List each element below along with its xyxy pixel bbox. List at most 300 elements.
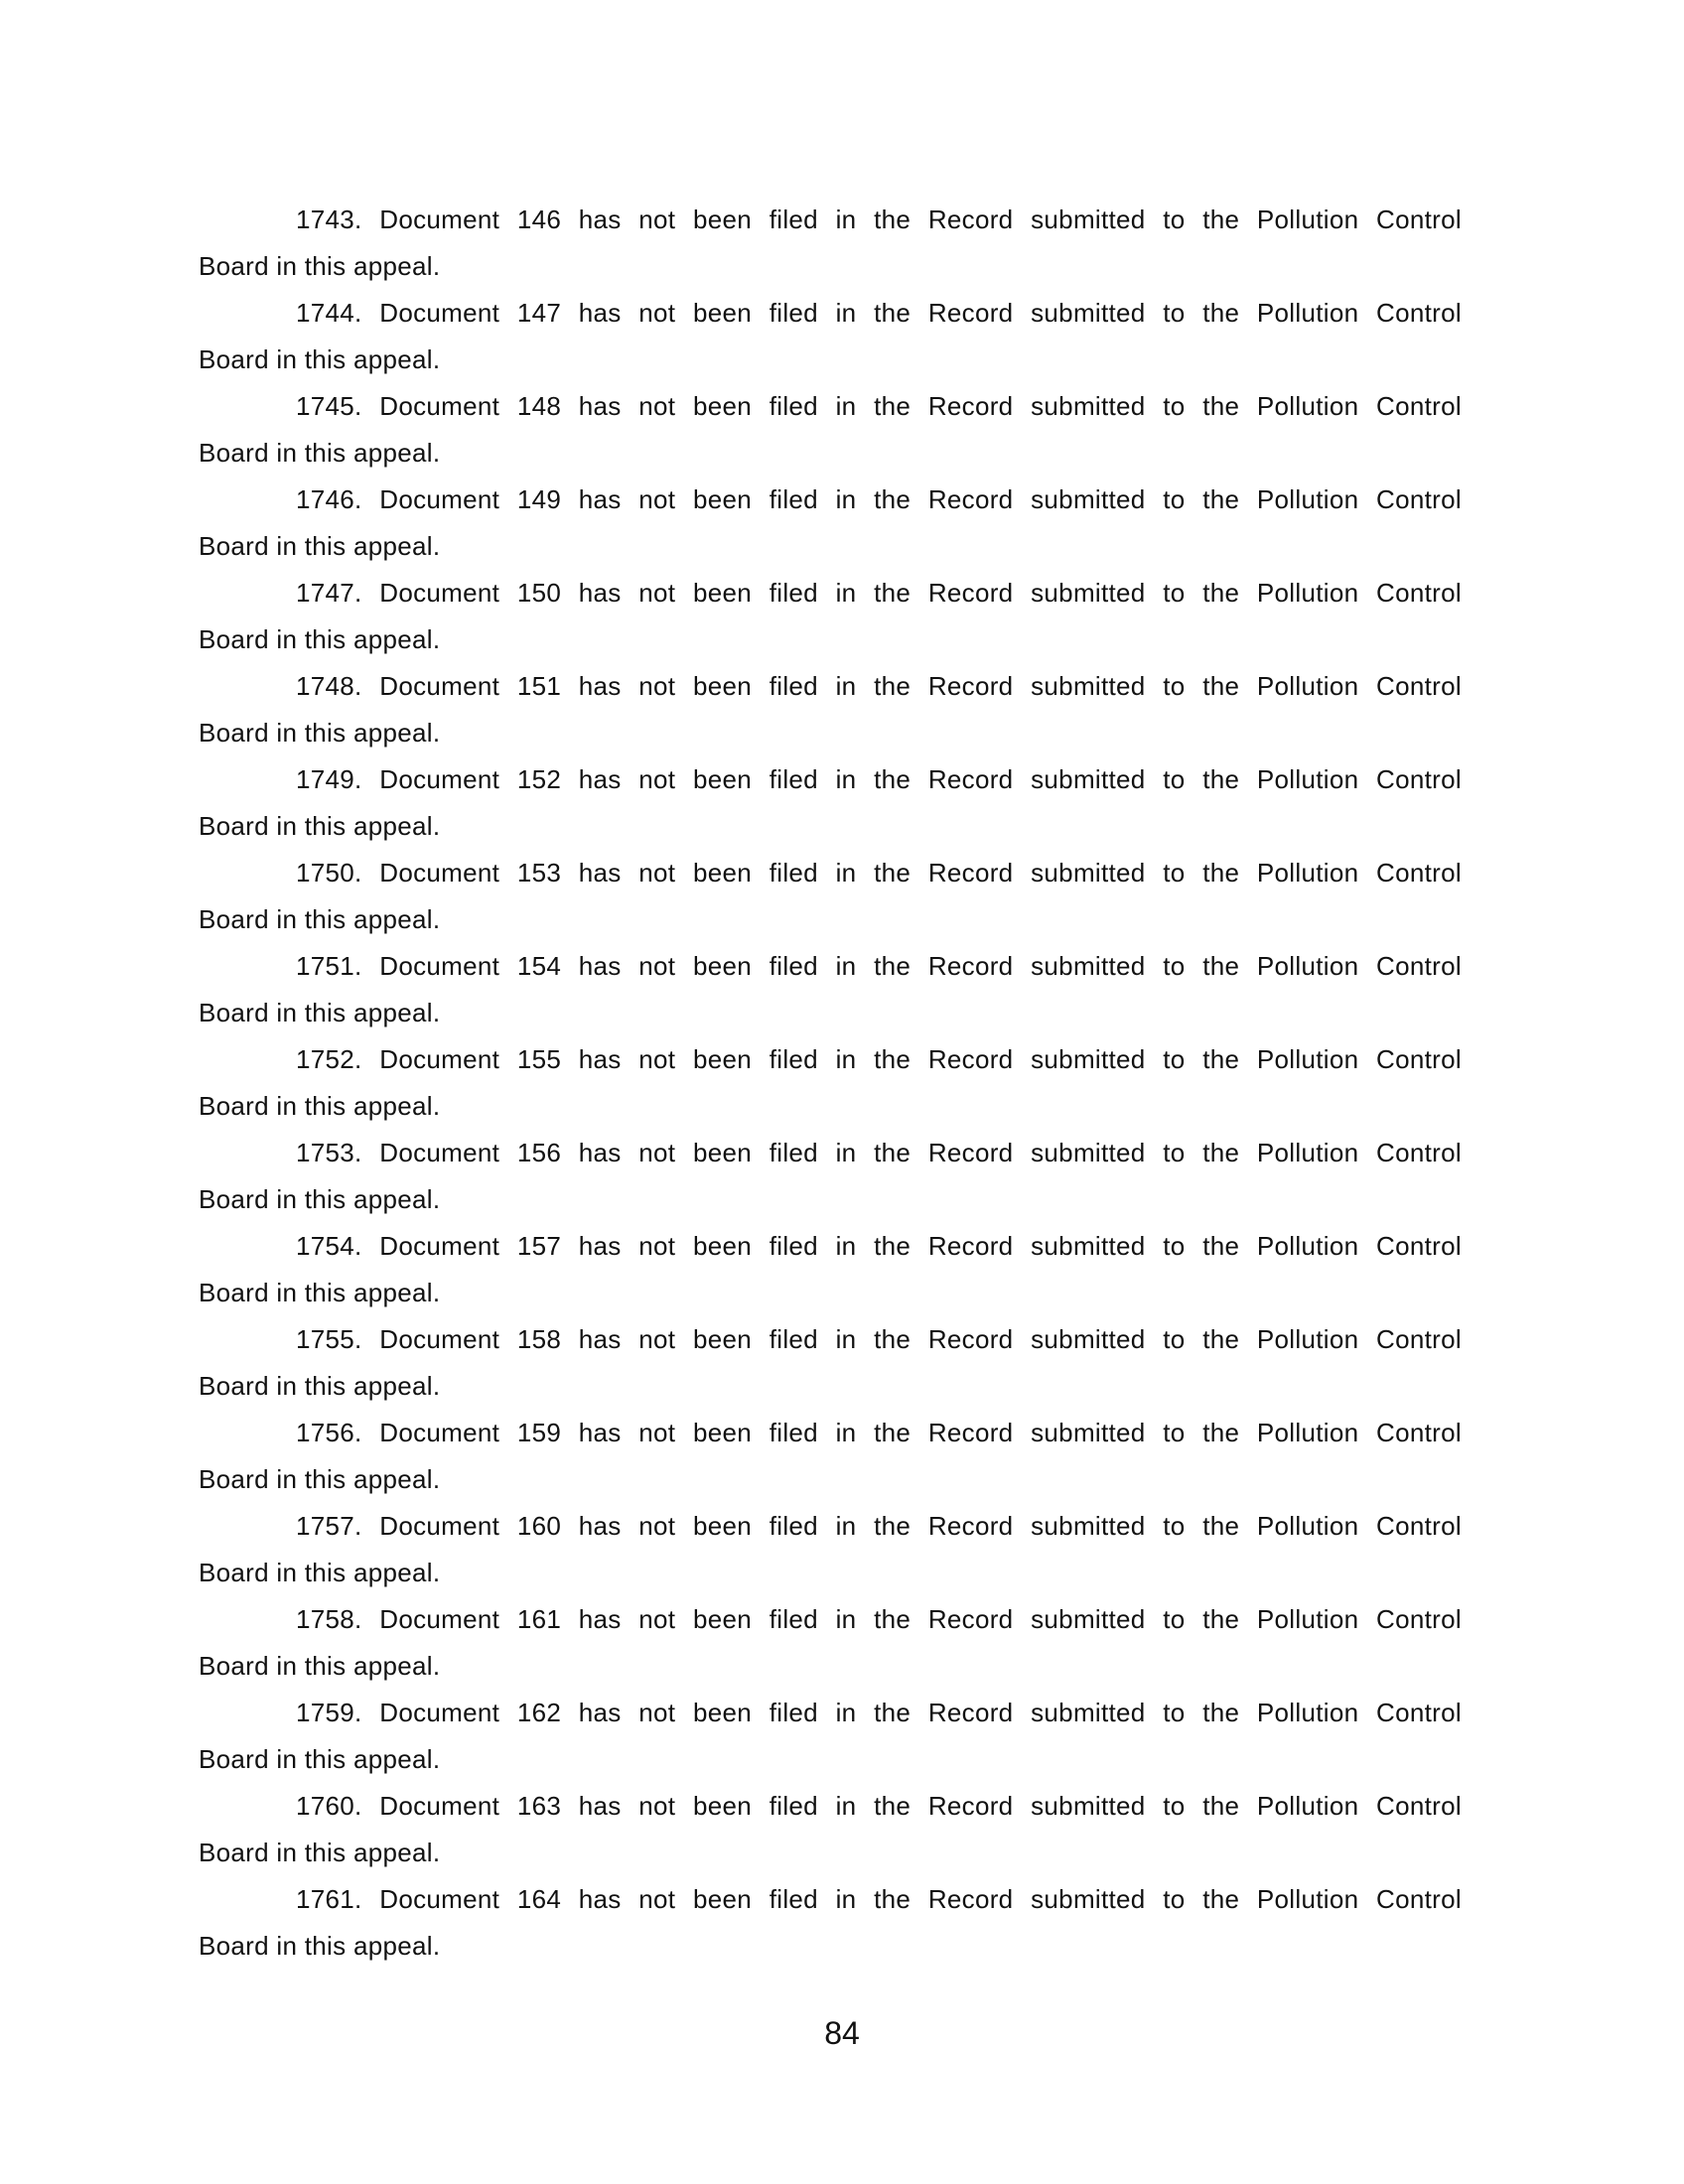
sentence-word: in xyxy=(835,1511,857,1541)
document-number: 164 xyxy=(516,1884,562,1914)
paragraph-first-line xyxy=(199,383,1462,430)
sentence-word: to xyxy=(1163,1604,1186,1634)
sentence-word: in xyxy=(835,951,857,981)
sentence-word: Pollution xyxy=(1256,1324,1359,1354)
numbered-paragraph xyxy=(199,197,1462,290)
sentence-word: been xyxy=(693,1044,753,1074)
sentence-word: to xyxy=(1163,1418,1186,1447)
word-document: Document xyxy=(379,1884,500,1914)
sentence-word: to xyxy=(1163,1698,1186,1727)
sentence-word: not xyxy=(638,1044,676,1074)
sentence-word: submitted xyxy=(1031,1324,1146,1354)
sentence-word: submitted xyxy=(1031,391,1146,421)
sentence-word: the xyxy=(1202,1138,1240,1167)
sentence-word: in xyxy=(835,764,857,794)
sentence-word: Control xyxy=(1376,578,1462,608)
paragraph-number: 1750. xyxy=(296,858,362,887)
sentence-word: Control xyxy=(1376,1418,1462,1447)
sentence-word: filed xyxy=(769,1604,818,1634)
sentence-word: Record xyxy=(927,1138,1014,1167)
document-number: 159 xyxy=(516,1418,562,1447)
sentence-word: submitted xyxy=(1031,484,1146,514)
sentence-word: in xyxy=(835,1418,857,1447)
sentence-word: been xyxy=(693,764,753,794)
sentence-word: Control xyxy=(1376,858,1462,887)
numbered-paragraph xyxy=(199,1036,1462,1130)
sentence-word: in xyxy=(835,1698,857,1727)
sentence-word: been xyxy=(693,484,753,514)
sentence-word: has xyxy=(578,671,622,701)
sentence-word: submitted xyxy=(1031,578,1146,608)
sentence-word: Pollution xyxy=(1256,298,1359,328)
paragraph-first-line xyxy=(199,1036,1462,1083)
numbered-paragraph xyxy=(199,570,1462,663)
sentence-word: submitted xyxy=(1031,951,1146,981)
sentence-word: filed xyxy=(769,1418,818,1447)
sentence-word: to xyxy=(1163,298,1186,328)
sentence-word: Pollution xyxy=(1256,1791,1359,1821)
sentence-word: in xyxy=(835,205,857,234)
paragraph-number: 1757. xyxy=(296,1511,362,1541)
sentence-word: not xyxy=(638,951,676,981)
sentence-word: the xyxy=(1202,1231,1240,1261)
paragraph-number: 1746. xyxy=(296,484,362,514)
paragraph-number: 1755. xyxy=(296,1324,362,1354)
word-document: Document xyxy=(379,1511,500,1541)
sentence-word: the xyxy=(874,1698,912,1727)
paragraph-first-line xyxy=(199,1223,1462,1270)
sentence-word: the xyxy=(1202,205,1240,234)
sentence-word: submitted xyxy=(1031,1418,1146,1447)
sentence-word: the xyxy=(874,1138,912,1167)
document-number: 151 xyxy=(516,671,562,701)
sentence-word: submitted xyxy=(1031,1604,1146,1634)
sentence-word: in xyxy=(835,1791,857,1821)
sentence-word: the xyxy=(1202,1324,1240,1354)
sentence-word: the xyxy=(1202,1418,1240,1447)
sentence-word: not xyxy=(638,1138,676,1167)
paragraph-continuation-line: Board in this appeal. xyxy=(199,531,441,561)
sentence-word: not xyxy=(638,858,676,887)
sentence-word: Pollution xyxy=(1256,1698,1359,1727)
paragraph-continuation-line: Board in this appeal. xyxy=(199,998,441,1027)
sentence-word: has xyxy=(578,1138,622,1167)
sentence-word: the xyxy=(874,484,912,514)
sentence-word: Pollution xyxy=(1256,1044,1359,1074)
sentence-word: been xyxy=(693,1418,753,1447)
sentence-word: to xyxy=(1163,1324,1186,1354)
sentence-word: Pollution xyxy=(1256,391,1359,421)
sentence-word: filed xyxy=(769,1511,818,1541)
sentence-word: Control xyxy=(1376,1884,1462,1914)
sentence-word: the xyxy=(1202,484,1240,514)
paragraph-first-line xyxy=(199,1316,1462,1363)
numbered-paragraph xyxy=(199,663,1462,756)
paragraph-continuation-line: Board in this appeal. xyxy=(199,1464,441,1494)
sentence-word: Pollution xyxy=(1256,1604,1359,1634)
sentence-word: Control xyxy=(1376,391,1462,421)
sentence-word: not xyxy=(638,391,676,421)
paragraph-continuation-line: Board in this appeal. xyxy=(199,1558,441,1587)
sentence-word: has xyxy=(578,1231,622,1261)
sentence-word: not xyxy=(638,1324,676,1354)
sentence-word: has xyxy=(578,764,622,794)
sentence-word: Pollution xyxy=(1256,1231,1359,1261)
sentence-word: not xyxy=(638,1604,676,1634)
paragraph-first-line xyxy=(199,850,1462,896)
numbered-paragraph xyxy=(199,756,1462,850)
paragraph-list xyxy=(199,197,1462,1970)
word-document: Document xyxy=(379,484,500,514)
document-number: 149 xyxy=(516,484,562,514)
sentence-word: Pollution xyxy=(1256,951,1359,981)
sentence-word: the xyxy=(1202,764,1240,794)
numbered-paragraph xyxy=(199,1876,1462,1970)
paragraph-number: 1754. xyxy=(296,1231,362,1261)
sentence-word: the xyxy=(874,1044,912,1074)
sentence-word: has xyxy=(578,1604,622,1634)
sentence-word: not xyxy=(638,764,676,794)
word-document: Document xyxy=(379,764,500,794)
sentence-word: the xyxy=(1202,1511,1240,1541)
document-number: 147 xyxy=(516,298,562,328)
sentence-word: in xyxy=(835,1884,857,1914)
paragraph-continuation-line: Board in this appeal. xyxy=(199,624,441,654)
paragraph-continuation-line: Board in this appeal. xyxy=(199,1278,441,1307)
paragraph-first-line xyxy=(199,756,1462,803)
numbered-paragraph xyxy=(199,943,1462,1036)
paragraph-first-line xyxy=(199,570,1462,616)
sentence-word: the xyxy=(1202,1698,1240,1727)
sentence-word: has xyxy=(578,858,622,887)
sentence-word: the xyxy=(874,858,912,887)
sentence-word: the xyxy=(1202,1791,1240,1821)
sentence-word: submitted xyxy=(1031,1138,1146,1167)
word-document: Document xyxy=(379,1231,500,1261)
sentence-word: submitted xyxy=(1031,671,1146,701)
document-number: 152 xyxy=(516,764,562,794)
sentence-word: has xyxy=(578,1511,622,1541)
numbered-paragraph xyxy=(199,1223,1462,1316)
sentence-word: the xyxy=(1202,951,1240,981)
paragraph-number: 1752. xyxy=(296,1044,362,1074)
sentence-word: to xyxy=(1163,484,1186,514)
paragraph-first-line xyxy=(199,477,1462,523)
sentence-word: the xyxy=(874,764,912,794)
document-number: 156 xyxy=(516,1138,562,1167)
sentence-word: been xyxy=(693,1884,753,1914)
numbered-paragraph xyxy=(199,1316,1462,1410)
sentence-word: not xyxy=(638,1511,676,1541)
sentence-word: has xyxy=(578,951,622,981)
sentence-word: Control xyxy=(1376,1138,1462,1167)
sentence-word: submitted xyxy=(1031,1698,1146,1727)
sentence-word: filed xyxy=(769,1698,818,1727)
word-document: Document xyxy=(379,578,500,608)
sentence-word: Pollution xyxy=(1256,858,1359,887)
sentence-word: submitted xyxy=(1031,858,1146,887)
sentence-word: Record xyxy=(927,484,1014,514)
sentence-word: the xyxy=(874,671,912,701)
sentence-word: Record xyxy=(927,1324,1014,1354)
sentence-word: the xyxy=(1202,1044,1240,1074)
sentence-word: the xyxy=(874,1418,912,1447)
sentence-word: Control xyxy=(1376,1604,1462,1634)
sentence-word: filed xyxy=(769,764,818,794)
sentence-word: Pollution xyxy=(1256,671,1359,701)
sentence-word: has xyxy=(578,1698,622,1727)
sentence-word: Record xyxy=(927,1044,1014,1074)
sentence-word: not xyxy=(638,1418,676,1447)
sentence-word: to xyxy=(1163,1884,1186,1914)
sentence-word: Pollution xyxy=(1256,764,1359,794)
sentence-word: Control xyxy=(1376,1044,1462,1074)
sentence-word: the xyxy=(874,391,912,421)
sentence-word: Pollution xyxy=(1256,205,1359,234)
sentence-word: in xyxy=(835,1604,857,1634)
sentence-word: the xyxy=(874,951,912,981)
sentence-word: Pollution xyxy=(1256,1884,1359,1914)
sentence-word: to xyxy=(1163,1791,1186,1821)
sentence-word: has xyxy=(578,1884,622,1914)
sentence-word: filed xyxy=(769,205,818,234)
word-document: Document xyxy=(379,1791,500,1821)
paragraph-continuation-line: Board in this appeal. xyxy=(199,811,441,841)
sentence-word: not xyxy=(638,1231,676,1261)
sentence-word: Record xyxy=(927,1884,1014,1914)
paragraph-continuation-line: Board in this appeal. xyxy=(199,1744,441,1774)
sentence-word: been xyxy=(693,1698,753,1727)
sentence-word: been xyxy=(693,205,753,234)
numbered-paragraph xyxy=(199,290,1462,383)
sentence-word: submitted xyxy=(1031,205,1146,234)
sentence-word: to xyxy=(1163,578,1186,608)
paragraph-number: 1756. xyxy=(296,1418,362,1447)
sentence-word: Record xyxy=(927,1511,1014,1541)
sentence-word: Pollution xyxy=(1256,1138,1359,1167)
paragraph-continuation-line: Board in this appeal. xyxy=(199,1091,441,1121)
sentence-word: Control xyxy=(1376,484,1462,514)
word-document: Document xyxy=(379,205,500,234)
sentence-word: Record xyxy=(927,1698,1014,1727)
sentence-word: in xyxy=(835,858,857,887)
sentence-word: in xyxy=(835,1044,857,1074)
numbered-paragraph xyxy=(199,1503,1462,1596)
sentence-word: submitted xyxy=(1031,1511,1146,1541)
sentence-word: in xyxy=(835,1231,857,1261)
sentence-word: filed xyxy=(769,1231,818,1261)
sentence-word: in xyxy=(835,391,857,421)
sentence-word: submitted xyxy=(1031,1791,1146,1821)
sentence-word: been xyxy=(693,1231,753,1261)
word-document: Document xyxy=(379,951,500,981)
document-number: 163 xyxy=(516,1791,562,1821)
sentence-word: filed xyxy=(769,671,818,701)
numbered-paragraph xyxy=(199,850,1462,943)
sentence-word: been xyxy=(693,1511,753,1541)
sentence-word: not xyxy=(638,671,676,701)
sentence-word: been xyxy=(693,858,753,887)
paragraph-first-line xyxy=(199,663,1462,710)
sentence-word: Record xyxy=(927,764,1014,794)
paragraph-first-line xyxy=(199,197,1462,243)
sentence-word: has xyxy=(578,205,622,234)
sentence-word: filed xyxy=(769,484,818,514)
sentence-word: submitted xyxy=(1031,764,1146,794)
sentence-word: Control xyxy=(1376,205,1462,234)
sentence-word: submitted xyxy=(1031,1231,1146,1261)
sentence-word: Control xyxy=(1376,671,1462,701)
sentence-word: Pollution xyxy=(1256,578,1359,608)
sentence-word: the xyxy=(874,205,912,234)
sentence-word: in xyxy=(835,671,857,701)
paragraph-continuation-line: Board in this appeal. xyxy=(199,904,441,934)
sentence-word: not xyxy=(638,298,676,328)
sentence-word: Control xyxy=(1376,951,1462,981)
sentence-word: filed xyxy=(769,1884,818,1914)
sentence-word: Control xyxy=(1376,1231,1462,1261)
sentence-word: to xyxy=(1163,205,1186,234)
word-document: Document xyxy=(379,1698,500,1727)
paragraph-continuation-line: Board in this appeal. xyxy=(199,1371,441,1401)
numbered-paragraph xyxy=(199,1130,1462,1223)
sentence-word: Control xyxy=(1376,764,1462,794)
sentence-word: been xyxy=(693,1138,753,1167)
word-document: Document xyxy=(379,298,500,328)
sentence-word: not xyxy=(638,578,676,608)
sentence-word: Record xyxy=(927,391,1014,421)
sentence-word: Control xyxy=(1376,1791,1462,1821)
word-document: Document xyxy=(379,1138,500,1167)
sentence-word: the xyxy=(874,1791,912,1821)
document-number: 158 xyxy=(516,1324,562,1354)
sentence-word: filed xyxy=(769,298,818,328)
paragraph-continuation-line: Board in this appeal. xyxy=(199,1931,441,1961)
paragraph-first-line xyxy=(199,943,1462,990)
word-document: Document xyxy=(379,1604,500,1634)
sentence-word: been xyxy=(693,578,753,608)
paragraph-number: 1747. xyxy=(296,578,362,608)
sentence-word: has xyxy=(578,578,622,608)
sentence-word: not xyxy=(638,484,676,514)
sentence-word: the xyxy=(1202,858,1240,887)
paragraph-first-line xyxy=(199,1783,1462,1830)
numbered-paragraph xyxy=(199,1690,1462,1783)
sentence-word: Record xyxy=(927,951,1014,981)
word-document: Document xyxy=(379,1418,500,1447)
sentence-word: to xyxy=(1163,764,1186,794)
sentence-word: the xyxy=(874,1511,912,1541)
sentence-word: submitted xyxy=(1031,1044,1146,1074)
sentence-word: not xyxy=(638,205,676,234)
sentence-word: in xyxy=(835,1138,857,1167)
sentence-word: the xyxy=(1202,298,1240,328)
sentence-word: to xyxy=(1163,951,1186,981)
paragraph-number: 1745. xyxy=(296,391,362,421)
paragraph-first-line xyxy=(199,1410,1462,1456)
document-number: 146 xyxy=(516,205,562,234)
sentence-word: Pollution xyxy=(1256,1418,1359,1447)
sentence-word: has xyxy=(578,1791,622,1821)
paragraph-continuation-line: Board in this appeal. xyxy=(199,251,441,281)
sentence-word: not xyxy=(638,1884,676,1914)
sentence-word: the xyxy=(874,1231,912,1261)
word-document: Document xyxy=(379,858,500,887)
sentence-word: Record xyxy=(927,1791,1014,1821)
sentence-word: Record xyxy=(927,1604,1014,1634)
paragraph-number: 1760. xyxy=(296,1791,362,1821)
sentence-word: Record xyxy=(927,578,1014,608)
sentence-word: has xyxy=(578,1418,622,1447)
sentence-word: the xyxy=(1202,1604,1240,1634)
sentence-word: the xyxy=(874,1604,912,1634)
sentence-word: to xyxy=(1163,671,1186,701)
sentence-word: in xyxy=(835,1324,857,1354)
sentence-word: been xyxy=(693,1324,753,1354)
sentence-word: to xyxy=(1163,1231,1186,1261)
numbered-paragraph xyxy=(199,1783,1462,1876)
sentence-word: has xyxy=(578,391,622,421)
sentence-word: has xyxy=(578,1044,622,1074)
sentence-word: the xyxy=(874,578,912,608)
sentence-word: Record xyxy=(927,858,1014,887)
page-number: 84 xyxy=(824,2015,860,2051)
sentence-word: filed xyxy=(769,951,818,981)
paragraph-continuation-line: Board in this appeal. xyxy=(199,1838,441,1867)
sentence-word: the xyxy=(1202,1884,1240,1914)
sentence-word: to xyxy=(1163,1044,1186,1074)
document-number: 160 xyxy=(516,1511,562,1541)
paragraph-number: 1759. xyxy=(296,1698,362,1727)
paragraph-first-line xyxy=(199,1503,1462,1550)
sentence-word: filed xyxy=(769,1044,818,1074)
document-number: 153 xyxy=(516,858,562,887)
paragraph-continuation-line: Board in this appeal. xyxy=(199,438,441,468)
sentence-word: the xyxy=(874,1884,912,1914)
sentence-word: to xyxy=(1163,1511,1186,1541)
paragraph-continuation-line: Board in this appeal. xyxy=(199,718,441,748)
paragraph-number: 1749. xyxy=(296,764,362,794)
sentence-word: Control xyxy=(1376,298,1462,328)
paragraph-first-line xyxy=(199,1596,1462,1643)
document-number: 150 xyxy=(516,578,562,608)
sentence-word: to xyxy=(1163,391,1186,421)
sentence-word: the xyxy=(1202,578,1240,608)
document-number: 148 xyxy=(516,391,562,421)
paragraph-continuation-line: Board in this appeal. xyxy=(199,1651,441,1681)
numbered-paragraph xyxy=(199,1596,1462,1690)
sentence-word: Control xyxy=(1376,1698,1462,1727)
word-document: Document xyxy=(379,1044,500,1074)
sentence-word: been xyxy=(693,1791,753,1821)
document-number: 162 xyxy=(516,1698,562,1727)
sentence-word: in xyxy=(835,578,857,608)
sentence-word: not xyxy=(638,1791,676,1821)
paragraph-continuation-line: Board in this appeal. xyxy=(199,1184,441,1214)
sentence-word: filed xyxy=(769,1791,818,1821)
sentence-word: in xyxy=(835,484,857,514)
numbered-paragraph xyxy=(199,477,1462,570)
sentence-word: Control xyxy=(1376,1511,1462,1541)
paragraph-number: 1758. xyxy=(296,1604,362,1634)
paragraph-number: 1751. xyxy=(296,951,362,981)
paragraph-number: 1748. xyxy=(296,671,362,701)
paragraph-number: 1743. xyxy=(296,205,362,234)
sentence-word: Record xyxy=(927,1231,1014,1261)
document-number: 155 xyxy=(516,1044,562,1074)
sentence-word: been xyxy=(693,298,753,328)
sentence-word: been xyxy=(693,951,753,981)
